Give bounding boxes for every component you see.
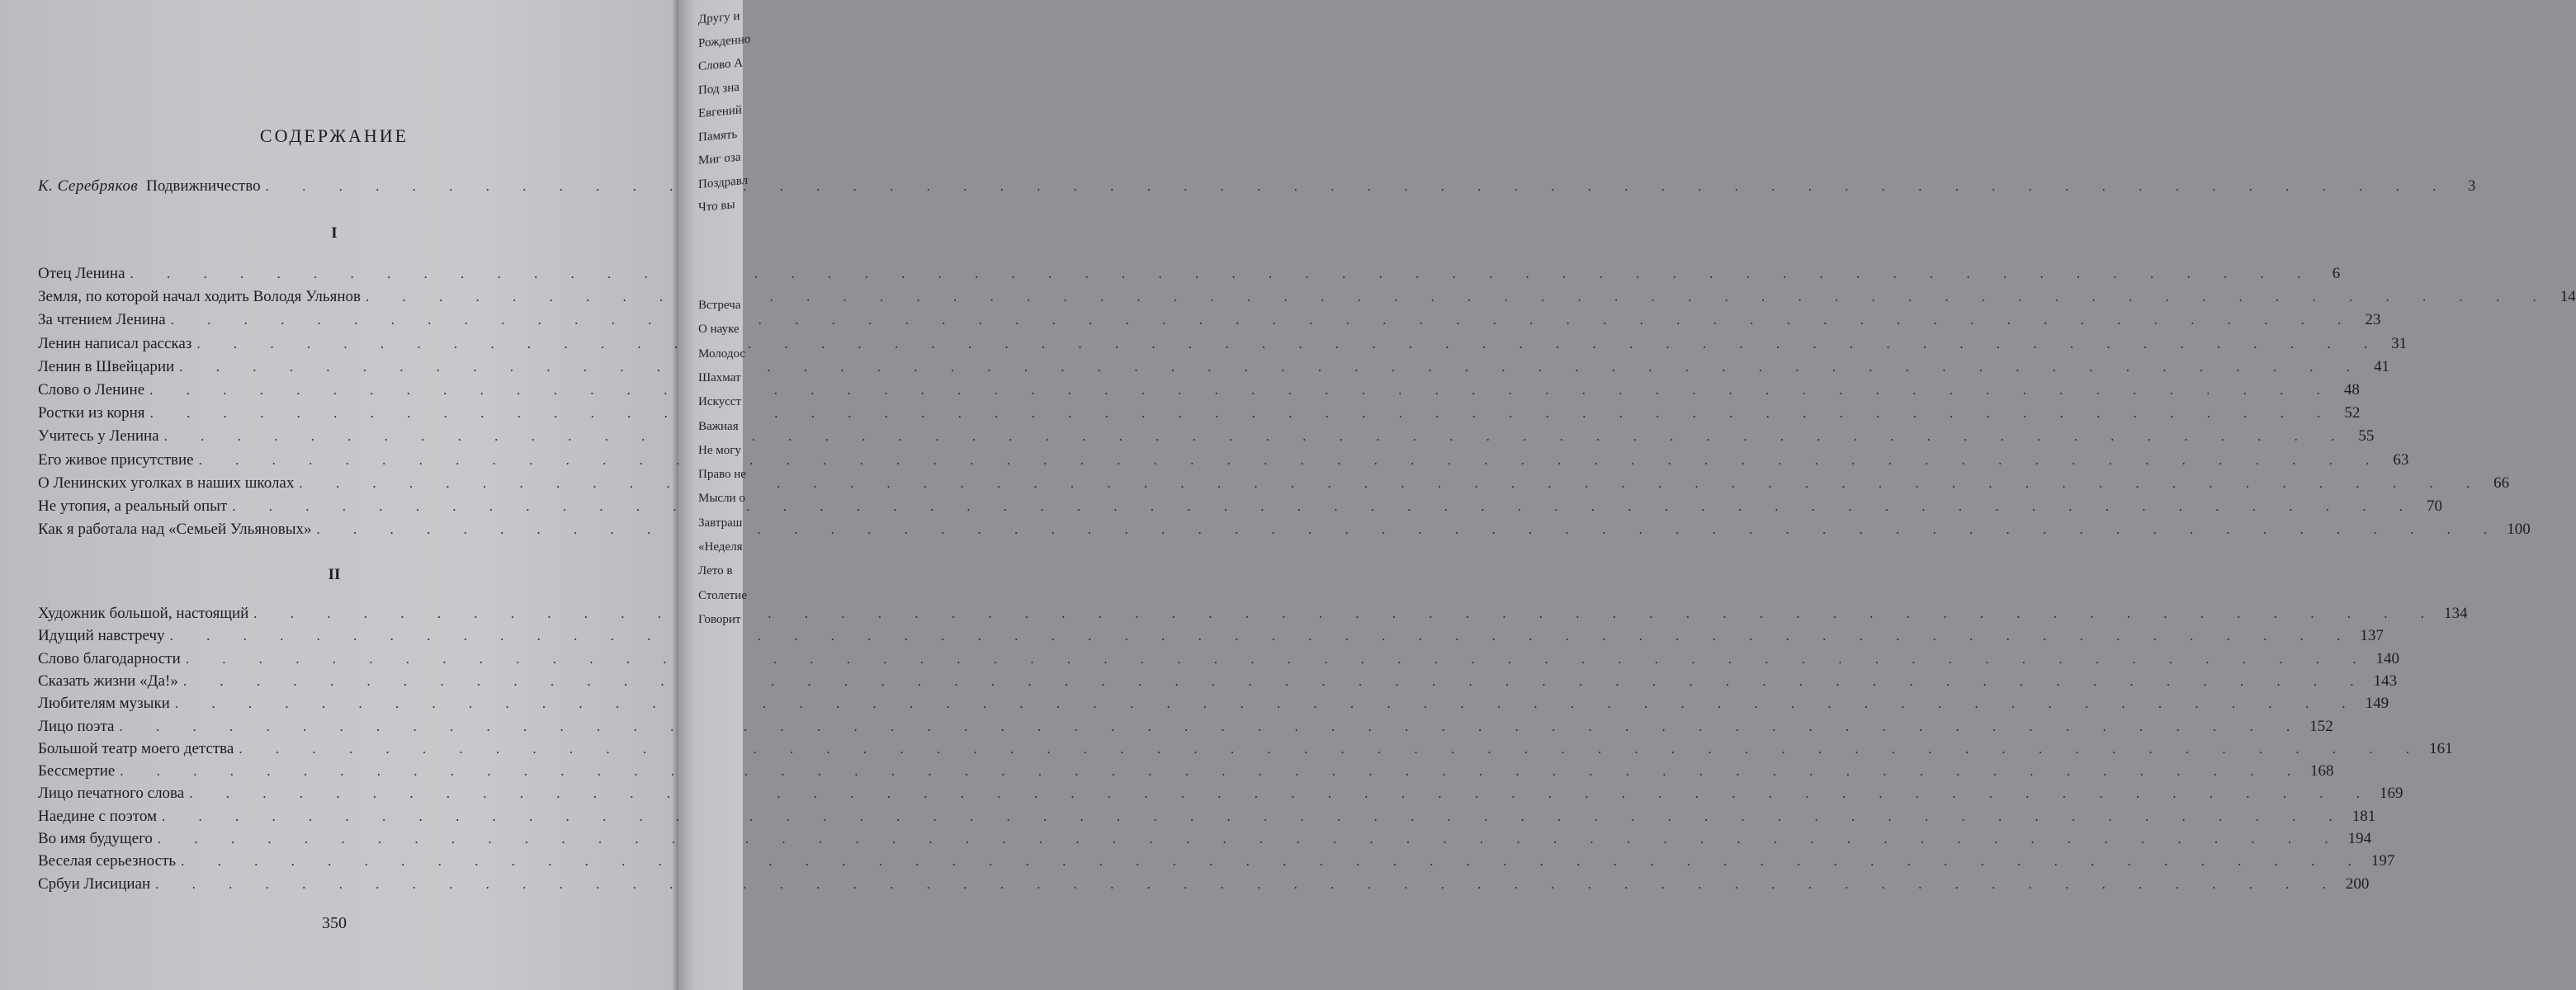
dot-leader	[120, 760, 2305, 782]
toc-entry-page: 168	[2310, 762, 2334, 780]
toc-entry-title: Подвижничество	[146, 177, 261, 195]
toc-entry-page: 143	[2373, 672, 2398, 690]
facing-page-line: Завтраш	[698, 516, 743, 530]
facing-page-line: Молодос	[698, 346, 745, 361]
toc-entry-page: 23	[2365, 311, 2381, 329]
dot-leader	[130, 262, 2316, 285]
dot-leader	[196, 332, 2382, 355]
toc-entry-title: Слово благодарности	[38, 649, 181, 667]
toc-entry-title: Земля, по которой начал ходить Володя Ульянов	[38, 288, 361, 306]
section-label-1: I	[331, 224, 338, 242]
toc-entry-page: 137	[2360, 627, 2384, 645]
facing-page-line: «Неделя	[698, 540, 743, 554]
dot-leader	[199, 449, 2385, 471]
dot-leader	[232, 495, 2418, 517]
toc-entry-page: 152	[2309, 717, 2333, 735]
toc-entry-title: Србуи Лисициан	[38, 874, 151, 893]
dot-leader	[189, 782, 2375, 804]
page-number: 350	[322, 914, 347, 932]
toc-entry-page: 55	[2358, 427, 2375, 446]
dot-leader	[179, 356, 2365, 378]
toc-entry-page: 134	[2444, 605, 2468, 622]
toc-entry-page: 200	[2345, 874, 2370, 893]
toc-entry-page: 6	[2332, 265, 2341, 282]
toc-entry	[38, 805, 2376, 827]
toc-entry	[38, 692, 2389, 714]
dot-leader	[155, 873, 2341, 895]
toc-entry-title: Не утопия, а реальный опыт	[38, 497, 228, 515]
facing-page-line: Лето в	[698, 564, 733, 578]
dot-leader	[239, 738, 2424, 760]
toc-entry-page: 197	[2370, 852, 2395, 870]
facing-page-line: Искусст	[698, 395, 741, 409]
facing-page-line: Память	[698, 127, 738, 144]
toc-entry-page: 31	[2391, 334, 2408, 352]
toc-entry	[38, 670, 2398, 692]
facing-page-line: Слово А	[698, 56, 744, 73]
toc-entry-page: 194	[2347, 830, 2372, 847]
toc-entry-title: Отец Ленина	[38, 265, 125, 282]
toc-entry	[38, 782, 2403, 804]
dot-leader	[149, 379, 2335, 401]
facing-page-line: Мысли о	[698, 492, 745, 506]
dot-leader	[299, 472, 2484, 494]
toc-entry-title: Бессмертие	[38, 762, 116, 780]
dot-leader	[150, 402, 2336, 424]
dot-leader	[171, 309, 2356, 331]
dot-leader	[170, 625, 2356, 647]
facing-page-line: Не могу	[698, 443, 741, 457]
toc-entry-page: 41	[2373, 357, 2389, 375]
toc-entry-page: 181	[2351, 807, 2376, 825]
dot-leader	[162, 805, 2347, 827]
toc-entry-title: Сказать жизни «Да!»	[38, 672, 178, 690]
facing-page-line: Под зна	[698, 80, 740, 97]
toc-entry-title: Учитесь у Ленина	[38, 427, 159, 446]
section-label-2: II	[328, 566, 341, 583]
facing-page-line: Важная	[698, 419, 739, 433]
facing-page-line: Поздравл	[698, 173, 749, 191]
dot-leader	[175, 692, 2361, 714]
toc-entry	[38, 262, 2341, 285]
toc-entry-title: Лицо печатного слова	[38, 785, 185, 803]
toc-entry-title: Веселая серьезность	[38, 852, 177, 870]
toc-entry-page: 161	[2429, 739, 2453, 757]
facing-page-line: Встреча	[698, 299, 741, 312]
toc-entry-page: 140	[2375, 649, 2400, 667]
toc-entry-page: 70	[2426, 497, 2442, 515]
toc-entry-title: Ленин написал рассказ	[38, 334, 192, 352]
toc-entry-page: 52	[2344, 404, 2361, 422]
toc-entry	[38, 827, 2372, 850]
toc-entry-title: Большой театр моего детства	[38, 739, 234, 757]
facing-page-line: Другу и	[698, 9, 740, 26]
toc-entry	[38, 850, 2395, 872]
toc-entry-title: Художник большой, настоящий	[38, 605, 249, 622]
facing-page-line: Столетие	[698, 588, 747, 602]
toc-entry	[38, 873, 2370, 895]
toc-entry	[38, 760, 2334, 782]
toc-entry-title: О Ленинских уголках в наших школах	[38, 474, 295, 492]
toc-entry-title: Слово о Ленине	[38, 381, 145, 398]
toc-entry-author: К. Серебряков	[38, 177, 139, 195]
toc-entry-page: 100	[2507, 521, 2531, 539]
toc-entry	[38, 625, 2384, 647]
dot-leader	[120, 715, 2305, 738]
toc-entry-page: 169	[2379, 785, 2403, 803]
toc-entry	[38, 379, 2360, 401]
toc-entry-title: Как я работала над «Семьей Ульяновых»	[38, 521, 312, 539]
facing-page-line: О науке	[698, 323, 740, 337]
toc-entry	[38, 715, 2333, 738]
dot-leader	[266, 175, 2451, 197]
toc-entry-title: Ленин в Швейцарии	[38, 357, 175, 375]
toc-entry-page: 14	[2559, 288, 2576, 306]
facing-page-line: Право не	[698, 468, 746, 482]
toc-entry-title: Во имя будущего	[38, 830, 153, 847]
facing-page-line: Что вы	[698, 198, 735, 214]
facing-page-line: Шахмат	[698, 370, 741, 384]
toc-entry-page: 63	[2393, 450, 2409, 469]
facing-page-line: Говорит	[698, 612, 741, 626]
toc-entry-title: Ростки из корня	[38, 404, 145, 422]
facing-page-line: Миг оза	[698, 150, 741, 167]
facing-page-line: Рожденно	[698, 31, 751, 50]
toc-entry-page: 149	[2365, 695, 2389, 713]
dot-leader	[181, 850, 2366, 872]
facing-page-line: Евгений	[698, 103, 742, 120]
toc-entry	[38, 648, 2400, 670]
dot-leader	[158, 827, 2343, 850]
contents-heading: СОДЕРЖАНИЕ	[259, 125, 409, 146]
toc-entry-title: Лицо поэта	[38, 717, 115, 735]
toc-entry-title: Любителям музыки	[38, 695, 170, 713]
dot-leader	[164, 425, 2350, 447]
dot-leader	[186, 648, 2371, 670]
dot-leader	[183, 670, 2369, 692]
toc-entry-page: 66	[2493, 474, 2510, 492]
toc-entry-page: 48	[2343, 381, 2360, 398]
toc-entry-page: 3	[2467, 177, 2476, 195]
toc-entry-title: Идущий навстречу	[38, 627, 165, 645]
toc-entry-title: Наедине с поэтом	[38, 807, 157, 825]
toc-entry-title: За чтением Ленина	[38, 311, 166, 329]
toc-entry-title: Его живое присутствие	[38, 450, 194, 469]
dot-leader	[253, 602, 2439, 625]
dot-leader	[316, 518, 2502, 540]
toc-entry	[38, 738, 2453, 760]
